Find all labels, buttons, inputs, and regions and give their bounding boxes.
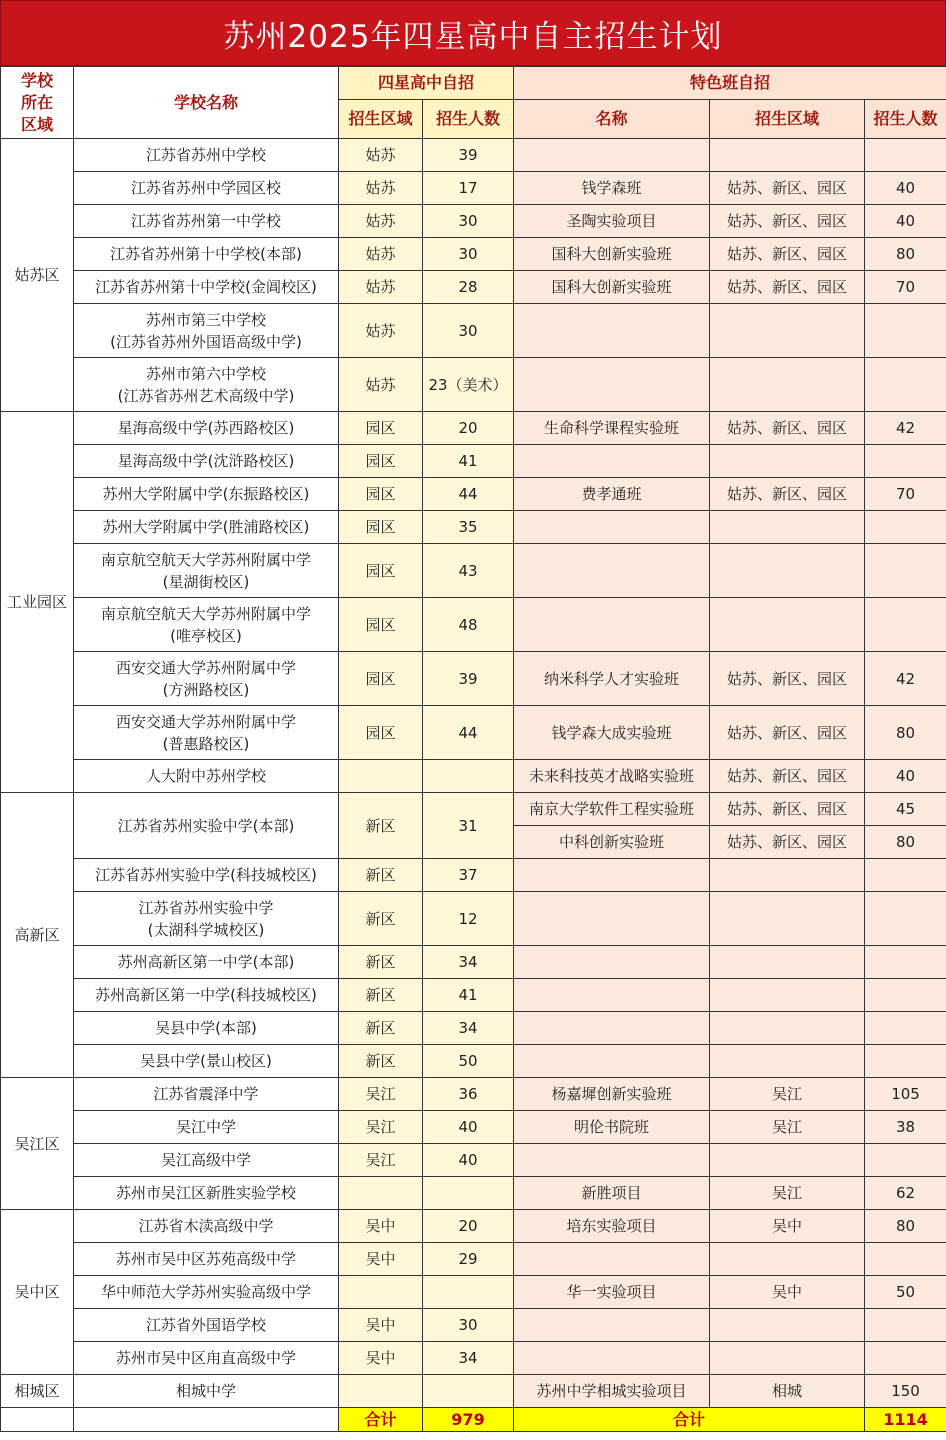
- special-area: [710, 1045, 865, 1078]
- four-star-area: 新区: [339, 946, 423, 979]
- special-count: [865, 358, 946, 412]
- four-star-count: 17: [423, 172, 514, 205]
- special-count: 80: [865, 706, 946, 760]
- special-name: [514, 892, 710, 946]
- four-star-count: 20: [423, 412, 514, 445]
- school-name: 吴江中学: [74, 1111, 339, 1144]
- total-value-special: 1114: [865, 1408, 946, 1432]
- special-count: 62: [865, 1177, 946, 1210]
- four-star-area: 新区: [339, 892, 423, 946]
- special-area: [710, 445, 865, 478]
- four-star-count: 23（美术）: [423, 358, 514, 412]
- special-area: 姑苏、新区、园区: [710, 238, 865, 271]
- region-cell: 吴中区: [1, 1210, 74, 1375]
- school-name: 苏州市吴中区甪直高级中学: [74, 1342, 339, 1375]
- header-four-star: 四星高中自招: [339, 67, 514, 100]
- special-name: 国科大创新实验班: [514, 238, 710, 271]
- four-star-count: 12: [423, 892, 514, 946]
- special-area: [710, 979, 865, 1012]
- school-name: 南京航空航天大学苏州附属中学 (星湖街校区): [74, 544, 339, 598]
- table-row: [1, 172, 946, 205]
- four-star-area: 吴江: [339, 1144, 423, 1177]
- four-star-area: [339, 760, 423, 793]
- special-name: 明伦书院班: [514, 1111, 710, 1144]
- four-star-area: 园区: [339, 412, 423, 445]
- special-area: 吴江: [710, 1177, 865, 1210]
- four-star-count: 40: [423, 1144, 514, 1177]
- special-name: [514, 358, 710, 412]
- special-count: [865, 859, 946, 892]
- four-star-count: 41: [423, 445, 514, 478]
- special-count: 42: [865, 412, 946, 445]
- special-name: [514, 859, 710, 892]
- table-row: [1, 358, 946, 412]
- special-area: [710, 358, 865, 412]
- special-count: [865, 1243, 946, 1276]
- four-star-count: 48: [423, 598, 514, 652]
- table-row: [1, 1276, 946, 1309]
- special-count: [865, 445, 946, 478]
- special-area: 姑苏、新区、园区: [710, 478, 865, 511]
- four-star-area: [339, 1375, 423, 1408]
- four-star-count: 43: [423, 544, 514, 598]
- special-area: 姑苏、新区、园区: [710, 706, 865, 760]
- four-star-count: 39: [423, 652, 514, 706]
- region-cell: 工业园区: [1, 412, 74, 793]
- table-row: [1, 238, 946, 271]
- table-row: [1, 946, 946, 979]
- four-star-area: 姑苏: [339, 172, 423, 205]
- school-name: 苏州市吴中区苏苑高级中学: [74, 1243, 339, 1276]
- four-star-count: 34: [423, 1342, 514, 1375]
- special-count: 40: [865, 172, 946, 205]
- special-area: [710, 511, 865, 544]
- special-area: [710, 304, 865, 358]
- special-area: 姑苏、新区、园区: [710, 172, 865, 205]
- page-title: 苏州2025年四星高中自主招生计划: [0, 0, 946, 66]
- special-count: [865, 304, 946, 358]
- four-star-area: 姑苏: [339, 304, 423, 358]
- special-name: 生命科学课程实验班: [514, 412, 710, 445]
- special-area: 姑苏、新区、园区: [710, 826, 865, 859]
- table-row: [1, 544, 946, 598]
- special-name: 国科大创新实验班: [514, 271, 710, 304]
- four-star-area: 园区: [339, 544, 423, 598]
- special-name: [514, 979, 710, 1012]
- school-name: 苏州市吴江区新胜实验学校: [74, 1177, 339, 1210]
- school-name: 吴江高级中学: [74, 1144, 339, 1177]
- school-name: 吴县中学(景山校区): [74, 1045, 339, 1078]
- special-name: [514, 1309, 710, 1342]
- four-star-area: 园区: [339, 445, 423, 478]
- table-row: [1, 1243, 946, 1276]
- four-star-count: 34: [423, 1012, 514, 1045]
- school-name: 星海高级中学(沈浒路校区): [74, 445, 339, 478]
- special-area: [710, 1243, 865, 1276]
- special-count: [865, 979, 946, 1012]
- four-star-count: 31: [423, 793, 514, 859]
- table-row: [1, 892, 946, 946]
- school-name: 江苏省苏州实验中学 (太湖科学城校区): [74, 892, 339, 946]
- school-name: 苏州大学附属中学(胜浦路校区): [74, 511, 339, 544]
- table-row: [1, 1111, 946, 1144]
- four-star-area: 新区: [339, 1012, 423, 1045]
- special-name: [514, 139, 710, 172]
- special-count: [865, 1309, 946, 1342]
- special-name: 培东实验项目: [514, 1210, 710, 1243]
- table-row: [1, 478, 946, 511]
- special-name: [514, 445, 710, 478]
- special-count: 80: [865, 1210, 946, 1243]
- special-area: [710, 1342, 865, 1375]
- table-row: [1, 1375, 946, 1408]
- table-row: [1, 271, 946, 304]
- special-count: 105: [865, 1078, 946, 1111]
- four-star-count: 37: [423, 859, 514, 892]
- special-area: [710, 544, 865, 598]
- special-area: [710, 946, 865, 979]
- school-name: 江苏省苏州中学校: [74, 139, 339, 172]
- four-star-area: 园区: [339, 511, 423, 544]
- special-count: 40: [865, 205, 946, 238]
- table-row: [1, 412, 946, 445]
- four-star-area: 新区: [339, 793, 423, 859]
- table-row: [1, 1045, 946, 1078]
- special-name: 华一实验项目: [514, 1276, 710, 1309]
- special-count: [865, 1342, 946, 1375]
- school-name: 江苏省苏州第一中学校: [74, 205, 339, 238]
- special-name: [514, 1342, 710, 1375]
- region-cell: 相城区: [1, 1375, 74, 1408]
- special-count: 70: [865, 478, 946, 511]
- special-name: [514, 511, 710, 544]
- special-count: [865, 1144, 946, 1177]
- special-area: 姑苏、新区、园区: [710, 652, 865, 706]
- school-name: 吴县中学(本部): [74, 1012, 339, 1045]
- four-star-count: 36: [423, 1078, 514, 1111]
- four-star-count: 39: [423, 139, 514, 172]
- special-area: [710, 598, 865, 652]
- header-fs-area: 招生区域: [339, 100, 423, 139]
- special-name: [514, 946, 710, 979]
- special-name: [514, 304, 710, 358]
- table-row: [1, 1012, 946, 1045]
- four-star-area: 姑苏: [339, 238, 423, 271]
- four-star-area: 新区: [339, 1045, 423, 1078]
- four-star-count: 29: [423, 1243, 514, 1276]
- special-area: 姑苏、新区、园区: [710, 793, 865, 826]
- four-star-count: 44: [423, 478, 514, 511]
- four-star-area: 吴中: [339, 1243, 423, 1276]
- special-name: [514, 1243, 710, 1276]
- special-count: 45: [865, 793, 946, 826]
- total-label-special: 合计: [514, 1408, 865, 1432]
- four-star-area: 吴江: [339, 1078, 423, 1111]
- special-area: [710, 139, 865, 172]
- header-region: 学校 所在 区域: [1, 67, 74, 139]
- school-name: 江苏省苏州第十中学校(本部): [74, 238, 339, 271]
- school-name: 江苏省苏州实验中学(科技城校区): [74, 859, 339, 892]
- table-row: [1, 598, 946, 652]
- school-name: 江苏省外国语学校: [74, 1309, 339, 1342]
- special-name: 苏州中学相城实验项目: [514, 1375, 710, 1408]
- school-name: 苏州市第六中学校 (江苏省苏州艺术高级中学): [74, 358, 339, 412]
- four-star-count: 30: [423, 304, 514, 358]
- special-name: 圣陶实验项目: [514, 205, 710, 238]
- four-star-area: [339, 1177, 423, 1210]
- special-count: 150: [865, 1375, 946, 1408]
- special-count: 70: [865, 271, 946, 304]
- special-area: 姑苏、新区、园区: [710, 205, 865, 238]
- school-name: 西安交通大学苏州附属中学 (普惠路校区): [74, 706, 339, 760]
- school-name: 江苏省苏州中学园区校: [74, 172, 339, 205]
- special-name: 纳米科学人才实验班: [514, 652, 710, 706]
- four-star-count: [423, 760, 514, 793]
- four-star-count: 30: [423, 1309, 514, 1342]
- special-area: [710, 892, 865, 946]
- special-area: 吴中: [710, 1276, 865, 1309]
- table-row: [1, 706, 946, 760]
- table-row: [1, 139, 946, 172]
- special-name: 未来科技英才战略实验班: [514, 760, 710, 793]
- special-count: 42: [865, 652, 946, 706]
- school-name: 苏州市第三中学校 (江苏省苏州外国语高级中学): [74, 304, 339, 358]
- four-star-area: 园区: [339, 478, 423, 511]
- special-name: 钱学森班: [514, 172, 710, 205]
- special-area: [710, 1012, 865, 1045]
- special-count: [865, 511, 946, 544]
- four-star-count: [423, 1276, 514, 1309]
- special-area: [710, 1309, 865, 1342]
- special-area: 吴江: [710, 1078, 865, 1111]
- school-name: 苏州大学附属中学(东振路校区): [74, 478, 339, 511]
- total-label-four-star: 合计: [339, 1408, 423, 1432]
- school-name: 西安交通大学苏州附属中学 (方洲路校区): [74, 652, 339, 706]
- table-row: [1, 304, 946, 358]
- special-area: 姑苏、新区、园区: [710, 760, 865, 793]
- table-row: [1, 1177, 946, 1210]
- four-star-count: 50: [423, 1045, 514, 1078]
- table-row: [1, 793, 946, 826]
- school-name: 苏州高新区第一中学(科技城校区): [74, 979, 339, 1012]
- special-name: [514, 1045, 710, 1078]
- school-name: 南京航空航天大学苏州附属中学 (唯亭校区): [74, 598, 339, 652]
- table-row: [1, 1342, 946, 1375]
- header-fs-count: 招生人数: [423, 100, 514, 139]
- school-name: 江苏省震泽中学: [74, 1078, 339, 1111]
- special-area: 吴中: [710, 1210, 865, 1243]
- special-count: [865, 139, 946, 172]
- school-name: 江苏省木渎高级中学: [74, 1210, 339, 1243]
- special-name: [514, 544, 710, 598]
- table-row: [1, 1210, 946, 1243]
- four-star-count: 41: [423, 979, 514, 1012]
- special-area: 吴江: [710, 1111, 865, 1144]
- four-star-area: 新区: [339, 859, 423, 892]
- table-row: [1, 979, 946, 1012]
- school-name: 相城中学: [74, 1375, 339, 1408]
- table-row: [1, 445, 946, 478]
- four-star-area: 园区: [339, 598, 423, 652]
- special-count: 50: [865, 1276, 946, 1309]
- special-count: 38: [865, 1111, 946, 1144]
- four-star-area: 姑苏: [339, 139, 423, 172]
- four-star-area: 吴中: [339, 1309, 423, 1342]
- header-sp-name: 名称: [514, 100, 710, 139]
- special-area: 姑苏、新区、园区: [710, 271, 865, 304]
- four-star-count: [423, 1375, 514, 1408]
- table-row: [1, 511, 946, 544]
- school-name: 星海高级中学(苏西路校区): [74, 412, 339, 445]
- school-name: 江苏省苏州实验中学(本部): [74, 793, 339, 859]
- special-name: 费孝通班: [514, 478, 710, 511]
- region-cell: 高新区: [1, 793, 74, 1078]
- table-row: [1, 1144, 946, 1177]
- four-star-count: 30: [423, 238, 514, 271]
- four-star-count: 28: [423, 271, 514, 304]
- school-name: 人大附中苏州学校: [74, 760, 339, 793]
- four-star-area: 吴中: [339, 1210, 423, 1243]
- four-star-area: 新区: [339, 979, 423, 1012]
- enrollment-table: [0, 66, 946, 1432]
- four-star-area: 姑苏: [339, 271, 423, 304]
- four-star-count: 34: [423, 946, 514, 979]
- four-star-area: 吴江: [339, 1111, 423, 1144]
- four-star-area: 园区: [339, 652, 423, 706]
- four-star-area: 园区: [339, 706, 423, 760]
- region-cell: 姑苏区: [1, 139, 74, 412]
- special-count: [865, 598, 946, 652]
- four-star-count: 20: [423, 1210, 514, 1243]
- special-name: 杨嘉墀创新实验班: [514, 1078, 710, 1111]
- school-name: 苏州高新区第一中学(本部): [74, 946, 339, 979]
- region-cell: 吴江区: [1, 1078, 74, 1210]
- special-count: 80: [865, 238, 946, 271]
- four-star-count: 44: [423, 706, 514, 760]
- header-special: 特色班自招: [514, 67, 946, 100]
- special-area: [710, 859, 865, 892]
- special-name: 中科创新实验班: [514, 826, 710, 859]
- school-name: 华中师范大学苏州实验高级中学: [74, 1276, 339, 1309]
- school-name: 江苏省苏州第十中学校(金阊校区): [74, 271, 339, 304]
- four-star-area: 吴中: [339, 1342, 423, 1375]
- special-name: [514, 1144, 710, 1177]
- special-count: [865, 544, 946, 598]
- table-row: [1, 1309, 946, 1342]
- header-sp-count: 招生人数: [865, 100, 946, 139]
- four-star-count: [423, 1177, 514, 1210]
- special-count: 80: [865, 826, 946, 859]
- special-name: [514, 598, 710, 652]
- table-row: [1, 652, 946, 706]
- special-area: [710, 1144, 865, 1177]
- table-row: [1, 205, 946, 238]
- special-count: [865, 1045, 946, 1078]
- special-count: [865, 1012, 946, 1045]
- table-row: [1, 760, 946, 793]
- four-star-area: 姑苏: [339, 205, 423, 238]
- four-star-count: 30: [423, 205, 514, 238]
- special-count: [865, 946, 946, 979]
- special-count: 40: [865, 760, 946, 793]
- special-name: 钱学森大成实验班: [514, 706, 710, 760]
- special-name: 新胜项目: [514, 1177, 710, 1210]
- special-name: 南京大学软件工程实验班: [514, 793, 710, 826]
- total-blank: [74, 1408, 339, 1432]
- total-blank: [1, 1408, 74, 1432]
- special-count: [865, 892, 946, 946]
- four-star-count: 35: [423, 511, 514, 544]
- header-sp-area: 招生区域: [710, 100, 865, 139]
- table-row: [1, 1078, 946, 1111]
- table-row: [1, 859, 946, 892]
- special-area: 相城: [710, 1375, 865, 1408]
- header-school: 学校名称: [74, 67, 339, 139]
- total-value-four-star: 979: [423, 1408, 514, 1432]
- four-star-count: 40: [423, 1111, 514, 1144]
- four-star-area: [339, 1276, 423, 1309]
- four-star-area: 姑苏: [339, 358, 423, 412]
- special-area: 姑苏、新区、园区: [710, 412, 865, 445]
- special-name: [514, 1012, 710, 1045]
